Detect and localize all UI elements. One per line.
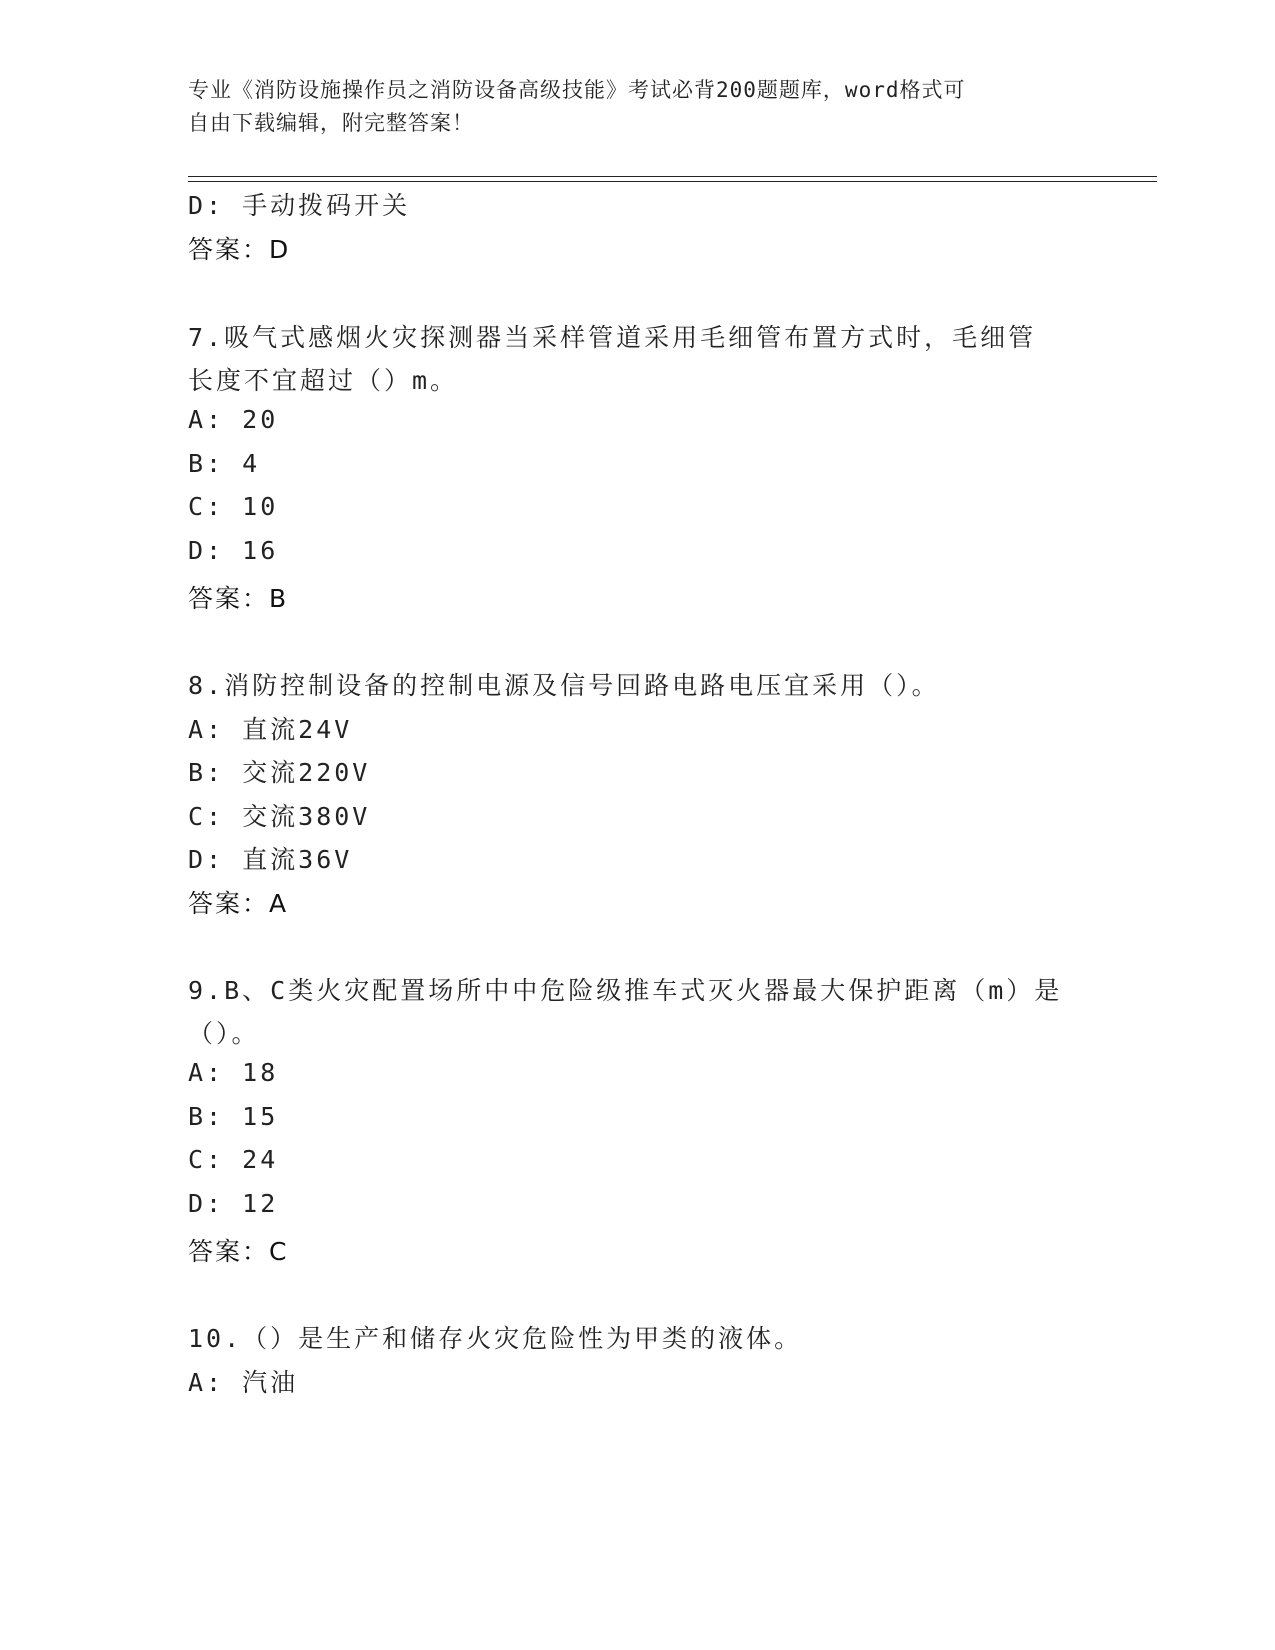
q8-option-a: A: 直流24V (188, 715, 353, 744)
q8-option-c: C: 交流380V (188, 802, 371, 831)
q9-stem-line-2: （）。 (188, 1019, 260, 1048)
q8-option-b: B: 交流220V (188, 758, 371, 787)
q9-option-a: A: 18 (188, 1058, 279, 1087)
q8-option-d: D: 直流36V (188, 845, 353, 874)
q7-stem-line-2: 长度不宜超过（）m。 (188, 366, 459, 395)
q9-option-d: D: 12 (188, 1189, 279, 1218)
q7-option-c: C: 10 (188, 492, 279, 521)
q7-stem-line-1: 7.吸气式感烟火灾探测器当采样管道采用毛细管布置方式时，毛细管 (188, 323, 1037, 352)
q8-answer: 答案：A (188, 889, 289, 918)
header-line-2: 自由下载编辑，附完整答案！ (188, 111, 474, 135)
q9-option-b: B: 15 (188, 1102, 279, 1131)
q9-stem-line-1: 9.B、C类火灾配置场所中中危险级推车式灭火器最大保护距离（m）是 (188, 976, 1063, 1005)
q7-option-b: B: 4 (188, 449, 261, 478)
header-divider-top (188, 176, 1157, 177)
q9-answer: 答案：C (188, 1237, 289, 1266)
q10-option-a: A: 汽油 (188, 1368, 299, 1397)
prev-option-d: D: 手动拨码开关 (188, 191, 411, 220)
q7-option-d: D: 16 (188, 536, 279, 565)
prev-answer: 答案：D (188, 235, 291, 264)
q8-stem-line-1: 8.消防控制设备的控制电源及信号回路电路电压宜采用（）。 (188, 671, 940, 700)
header-divider-bottom (188, 181, 1157, 182)
header-line-1: 专业《消防设施操作员之消防设备高级技能》考试必背200题题库，word格式可 (188, 78, 966, 102)
q7-answer: 答案：B (188, 584, 289, 613)
q7-option-a: A: 20 (188, 405, 279, 434)
document-header (188, 74, 1068, 140)
q9-option-c: C: 24 (188, 1145, 279, 1174)
q10-stem-line-1: 10.（）是生产和储存火灾危险性为甲类的液体。 (188, 1324, 803, 1353)
